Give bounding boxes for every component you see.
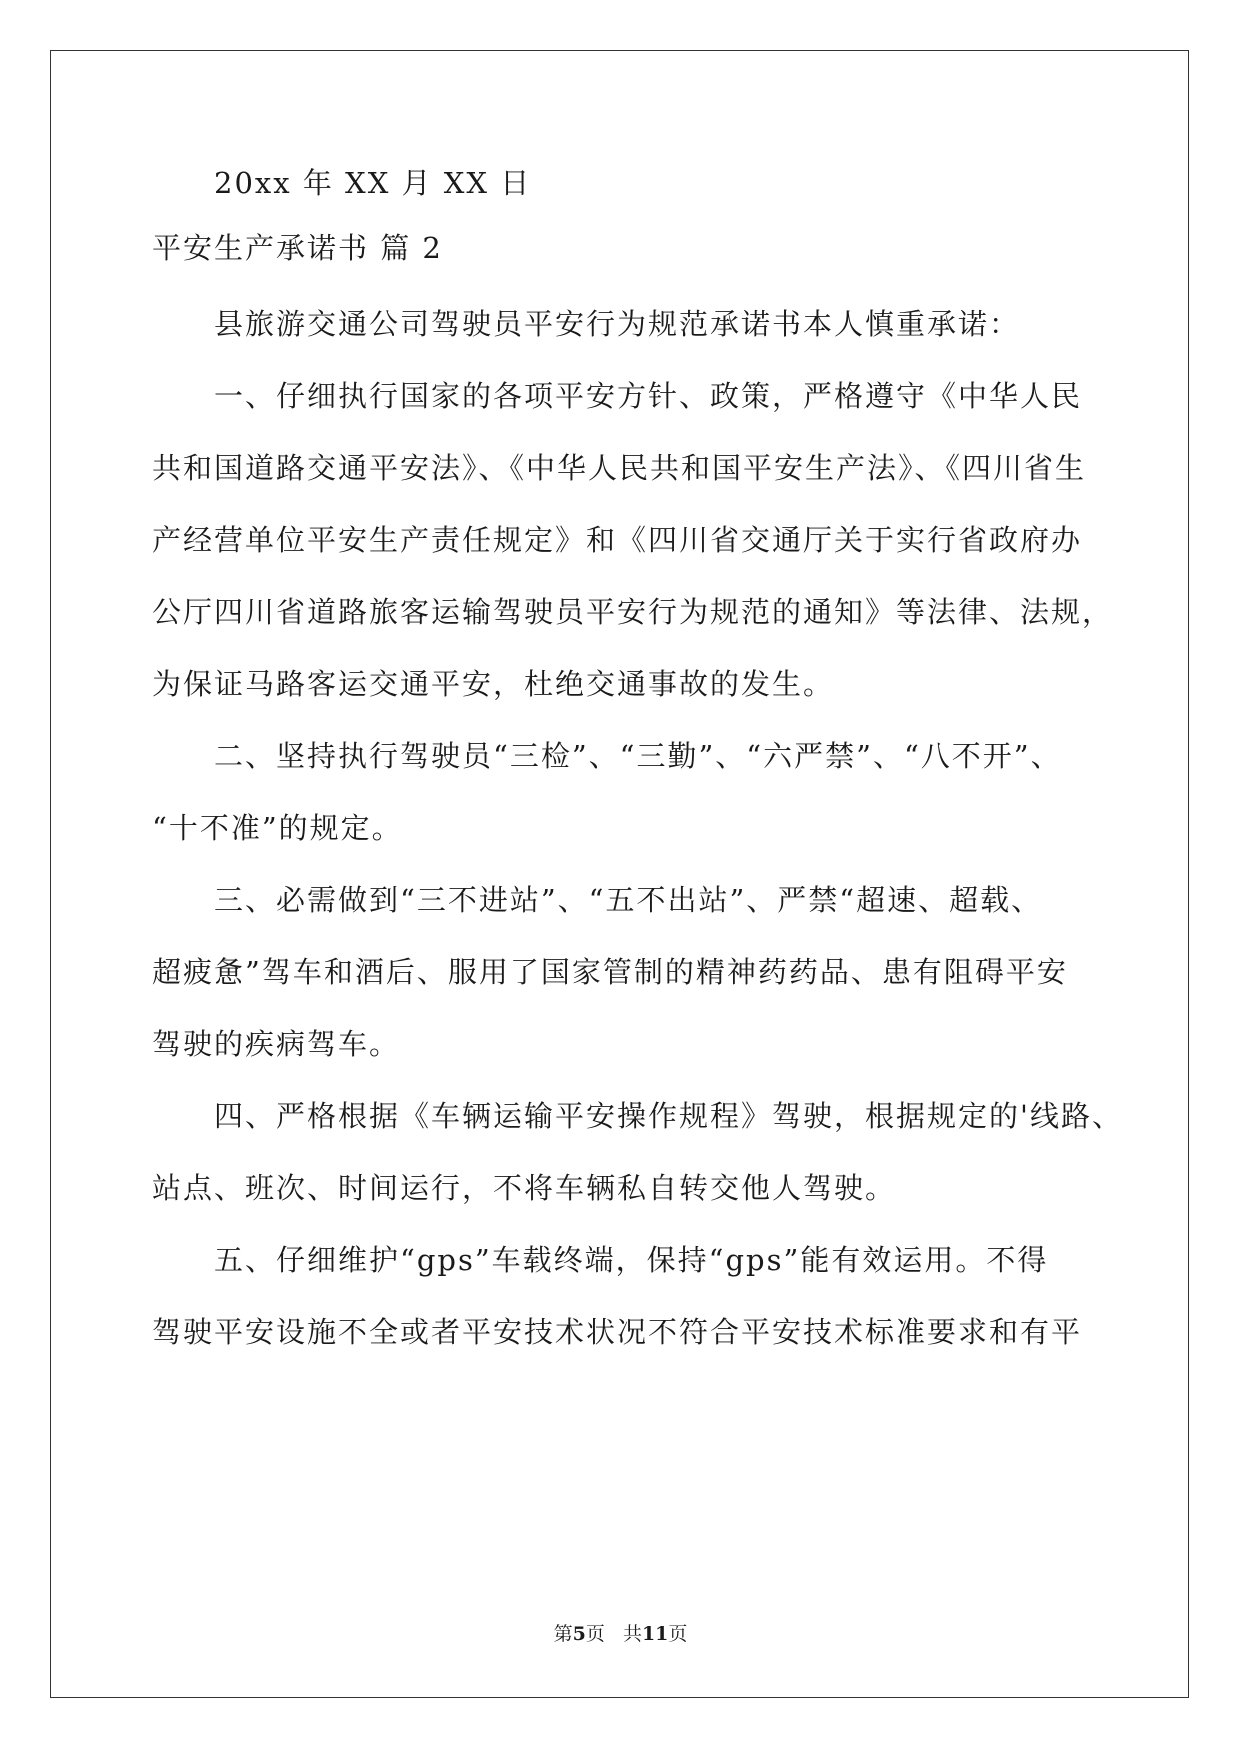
- page-suffix: 页: [668, 1623, 688, 1645]
- section-heading: 平安生产承诺书 篇 2: [152, 231, 443, 265]
- paragraph-line: 二、坚持执行驾驶员“三检”、“三勤”、“六严禁”、“八不开”、: [214, 739, 1062, 773]
- paragraph-line: 为保证马路客运交通平安，杜绝交通事故的发生。: [152, 667, 835, 701]
- page-current: 5: [572, 1623, 586, 1645]
- page-mid: 页 共: [585, 1623, 642, 1645]
- page-prefix: 第: [553, 1623, 573, 1645]
- paragraph-line: 县旅游交通公司驾驶员平安行为规范承诺书本人慎重承诺：: [214, 307, 1021, 341]
- paragraph-line: 一、仔细执行国家的各项平安方针、政策，严格遵守《中华人民: [214, 379, 1083, 413]
- paragraph-line: 驾驶平安设施不全或者平安技术状况不符合平安技术标准要求和有平: [152, 1315, 1083, 1349]
- paragraph-line: 超疲惫”驾车和酒后、服用了国家管制的精神药药品、患有阻碍平安: [152, 955, 1068, 989]
- paragraph-line: 公厅四川省道路旅客运输驾驶员平安行为规范的通知》等法律、法规，: [152, 595, 1114, 629]
- date-line: 20xx 年 XX 月 XX 日: [214, 166, 532, 200]
- paragraph-line: 三、必需做到“三不进站”、“五不出站”、严禁“超速、超载、: [214, 883, 1043, 917]
- paragraph-line: 驾驶的疾病驾车。: [152, 1027, 401, 1061]
- paragraph-line: 共和国道路交通平安法》、《中华人民共和国平安生产法》、《四川省生: [152, 451, 1087, 485]
- paragraph-line: “十不准”的规定。: [152, 811, 403, 845]
- paragraph-line: 五、仔细维护“gps”车载终端，保持“gps”能有效运用。不得: [214, 1243, 1049, 1277]
- paragraph-line: 站点、班次、时间运行，不将车辆私自转交他人驾驶。: [152, 1171, 897, 1205]
- page-border: [50, 50, 1189, 1698]
- paragraph-line: 四、严格根据《车辆运输平安操作规程》驾驶，根据规定的'线路、: [214, 1099, 1123, 1133]
- page-total: 11: [641, 1623, 669, 1645]
- page-footer: [0, 1619, 1241, 1646]
- paragraph-line: 产经营单位平安生产责任规定》和《四川省交通厅关于实行省政府办: [152, 523, 1083, 557]
